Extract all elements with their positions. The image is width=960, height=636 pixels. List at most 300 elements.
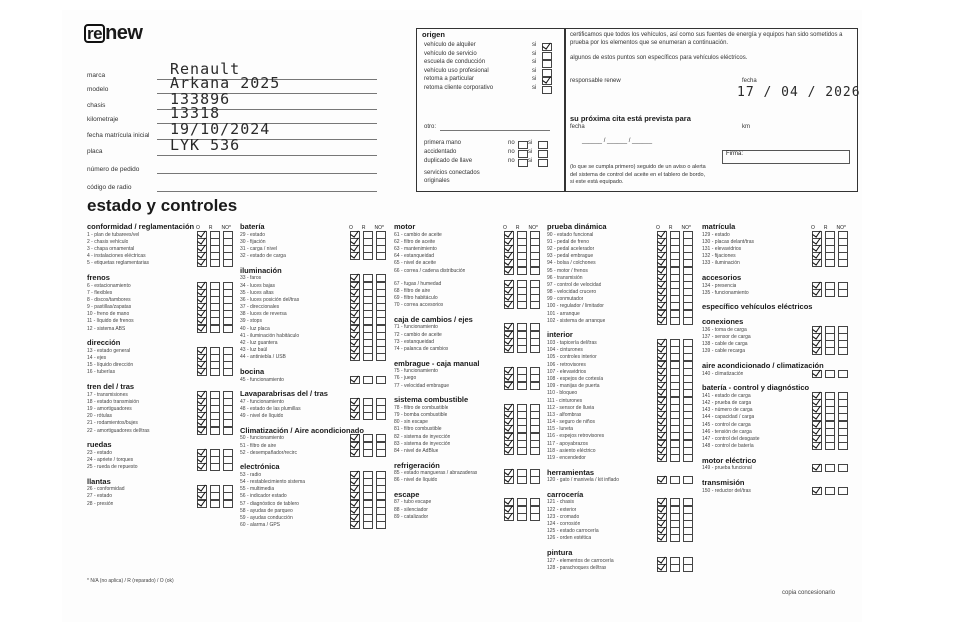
checklist-item-label: 90 - estado funcional bbox=[547, 231, 594, 238]
status-checkbox[interactable] bbox=[517, 345, 527, 353]
status-checkbox[interactable] bbox=[838, 370, 848, 378]
status-column-header: R bbox=[361, 225, 366, 231]
checklist-item-label: 72 - cambio de aceite bbox=[394, 331, 442, 338]
checklist-item-label: 76 - juego bbox=[394, 375, 417, 382]
status-checkbox[interactable] bbox=[683, 564, 693, 572]
checklist-item-label: 132 - fijaciones bbox=[702, 253, 736, 260]
section-title: conexiones bbox=[702, 317, 744, 327]
vehicle-field-label: fecha matrícula inicial bbox=[87, 132, 150, 139]
checklist-item-label: 133 - iluminación bbox=[702, 260, 740, 267]
status-checkbox[interactable] bbox=[223, 325, 233, 333]
status-column-header: R bbox=[668, 225, 673, 231]
checklist-item-label: 8 - discos/tambores bbox=[87, 296, 131, 303]
checklist-item-label: 84 - nivel de AdBlue bbox=[394, 447, 439, 454]
checklist-item-label: 2 - chasis vehículo bbox=[87, 238, 129, 245]
status-checkbox[interactable] bbox=[363, 376, 373, 384]
checklist-item-label: 121 - chasis bbox=[547, 499, 574, 506]
status-checkbox[interactable] bbox=[363, 521, 373, 529]
vehicle-field-value[interactable]: Arkana 2025 bbox=[170, 74, 281, 92]
origin-flag-no-label: no bbox=[508, 149, 515, 155]
vehicle-field-line bbox=[157, 173, 377, 174]
origin-flag-checkbox[interactable] bbox=[538, 150, 548, 158]
checklist-item-label: 52 - desempañador/recirc bbox=[240, 449, 297, 456]
checklist-item-label: 3 - chapa ornamental bbox=[87, 245, 135, 252]
checklist-column bbox=[702, 216, 848, 494]
status-column-header: O bbox=[811, 225, 815, 231]
section-title: herramientas bbox=[547, 467, 595, 477]
checklist-column bbox=[547, 216, 693, 571]
section-title: sistema combustible bbox=[394, 395, 469, 405]
status-checkbox[interactable] bbox=[825, 370, 835, 378]
status-checkbox[interactable] bbox=[350, 252, 360, 260]
checklist-item-label: 69 - filtro habitáculo bbox=[394, 295, 438, 302]
next-date-blank: ______ / ______ / ______ bbox=[582, 138, 653, 144]
status-checkbox[interactable] bbox=[530, 447, 540, 455]
checklist-item-label: 145 - control de carga bbox=[702, 421, 751, 428]
status-checkbox[interactable] bbox=[210, 463, 220, 471]
status-checkbox[interactable] bbox=[210, 427, 220, 435]
status-checkbox[interactable] bbox=[376, 353, 386, 361]
checklist-item-label: 110 - bloqueo bbox=[547, 390, 578, 397]
cert-note: algunos de estos puntos son específicos para vehículos eléctricos. bbox=[570, 55, 748, 61]
status-checkbox[interactable] bbox=[812, 370, 822, 378]
status-checkbox[interactable] bbox=[683, 534, 693, 542]
section-title: interior bbox=[547, 330, 573, 340]
checklist-item-label: 5 - etiquetas reglamentarias bbox=[87, 260, 149, 267]
status-checkbox[interactable] bbox=[838, 259, 848, 267]
checklist-item bbox=[240, 522, 386, 529]
status-checkbox[interactable] bbox=[363, 449, 373, 457]
checklist-item-label: 103 - tapicería del/tras bbox=[547, 340, 597, 347]
status-checkbox[interactable] bbox=[825, 442, 835, 450]
status-checkbox[interactable] bbox=[504, 476, 514, 484]
vehicle-field-label: código de radio bbox=[87, 184, 132, 191]
checklist-item-label: 31 - carga / nivel bbox=[240, 245, 277, 252]
checklist-item-label: 37 - direccionales bbox=[240, 304, 280, 311]
status-checkbox[interactable] bbox=[812, 487, 822, 495]
checklist-item bbox=[702, 348, 848, 355]
renew-logo: re new bbox=[84, 22, 142, 45]
status-checkbox[interactable] bbox=[210, 259, 220, 267]
status-checkbox[interactable] bbox=[670, 454, 680, 462]
origin-si-label: si bbox=[532, 59, 537, 65]
status-checkbox[interactable] bbox=[363, 412, 373, 420]
checklist-column bbox=[87, 216, 233, 507]
checklist-item-label: 95 - motor / frenos bbox=[547, 267, 588, 274]
status-checkbox[interactable] bbox=[825, 347, 835, 355]
section-title: motor eléctrico bbox=[702, 455, 757, 465]
status-checkbox[interactable] bbox=[350, 449, 360, 457]
origin-item-label: vehículo de servicio bbox=[424, 50, 477, 57]
status-checkbox[interactable] bbox=[657, 476, 667, 484]
checklist-item-label: 56 - indicador estado bbox=[240, 493, 287, 500]
status-checkbox[interactable] bbox=[210, 325, 220, 333]
checklist-item-label: 116 - espejos retrovisores bbox=[547, 433, 605, 440]
status-checkbox[interactable] bbox=[517, 476, 527, 484]
status-checkbox[interactable] bbox=[530, 301, 540, 309]
section-title: específico vehículos eléctricos bbox=[702, 302, 813, 312]
status-checkbox[interactable] bbox=[838, 464, 848, 472]
status-checkbox[interactable] bbox=[517, 447, 527, 455]
checklist-item-label: 79 - bomba combustible bbox=[394, 411, 448, 418]
checklist-item-label: 45 - funcionamiento bbox=[240, 376, 284, 383]
footer-copy: copia concesionario bbox=[782, 590, 836, 596]
checklist-item-label: 124 - corrosión bbox=[547, 520, 581, 527]
status-checkbox[interactable] bbox=[376, 412, 386, 420]
status-column-header: O bbox=[196, 225, 200, 231]
section-title: llantas bbox=[87, 476, 111, 486]
checklist-item bbox=[547, 317, 693, 324]
origin-flag-checkbox[interactable] bbox=[518, 141, 528, 149]
status-checkbox[interactable] bbox=[504, 301, 514, 309]
origin-si-label: si bbox=[532, 67, 537, 74]
origin-item-label: retoma a particular bbox=[424, 76, 475, 82]
origin-flag-si-label: si bbox=[528, 140, 533, 146]
origin-item-label: retoma cliente corporativo bbox=[424, 84, 494, 91]
origin-flag-si-label: si bbox=[528, 158, 533, 164]
status-checkbox[interactable] bbox=[223, 368, 233, 376]
checklist-item-label: 15 - líquido dirección bbox=[87, 362, 134, 369]
status-checkbox[interactable] bbox=[683, 454, 693, 462]
status-checkbox[interactable] bbox=[670, 317, 680, 325]
section-title: refrigeración bbox=[394, 460, 440, 470]
checklist-item bbox=[702, 289, 848, 296]
status-checkbox[interactable] bbox=[197, 500, 207, 508]
vehicle-field-value[interactable]: LYK 536 bbox=[170, 136, 241, 154]
checklist-item bbox=[702, 370, 848, 377]
checklist-item-label: 26 - conformidad bbox=[87, 486, 125, 493]
checklist-item-label: 118 - asiento eléctrico bbox=[547, 447, 596, 454]
checklist-item bbox=[547, 564, 693, 571]
checklist-item bbox=[702, 487, 848, 494]
status-checkbox[interactable] bbox=[517, 382, 527, 390]
status-column-header: O bbox=[656, 225, 660, 231]
status-checkbox[interactable] bbox=[350, 376, 360, 384]
origin-checkbox[interactable] bbox=[542, 86, 552, 94]
status-checkbox[interactable] bbox=[197, 368, 207, 376]
checklist-item-label: 136 - toma de carga bbox=[702, 326, 747, 333]
status-checkbox[interactable] bbox=[350, 521, 360, 529]
status-checkbox[interactable] bbox=[504, 382, 514, 390]
vehicle-field-label: marca bbox=[87, 72, 106, 79]
status-checkbox[interactable] bbox=[223, 463, 233, 471]
checklist-item-label: 44 - antiniebla / USB bbox=[240, 354, 286, 361]
status-checkbox[interactable] bbox=[517, 301, 527, 309]
checklist-item-label: 141 - estado de carga bbox=[702, 392, 751, 399]
vehicle-field-value[interactable]: Renault bbox=[170, 60, 241, 78]
checklist-item-label: 101 - arranque bbox=[547, 310, 580, 317]
checklist-item-label: 122 - exterior bbox=[547, 506, 577, 513]
origin-flag-no-label: no bbox=[508, 140, 515, 146]
section-title: caja de cambios / ejes bbox=[394, 314, 473, 324]
checklist-item-label: 106 - retrovisores bbox=[547, 361, 586, 368]
status-checkbox[interactable] bbox=[530, 476, 540, 484]
checklist-item-label: 68 - filtro de aire bbox=[394, 287, 431, 294]
status-checkbox[interactable] bbox=[670, 476, 680, 484]
status-checkbox[interactable] bbox=[657, 454, 667, 462]
checklist-item-label: 1 - plan de tubarees/vel bbox=[87, 231, 140, 238]
checklist-item-label: 65 - nivel de aceite bbox=[394, 260, 436, 267]
checklist-item-label: 28 - presión bbox=[87, 500, 114, 507]
vehicle-field-label: modelo bbox=[87, 86, 109, 93]
status-checkbox[interactable] bbox=[683, 476, 693, 484]
checklist-item-label: 104 - cinturones bbox=[547, 347, 583, 354]
status-checkbox[interactable] bbox=[197, 427, 207, 435]
status-checkbox[interactable] bbox=[825, 289, 835, 297]
status-checkbox[interactable] bbox=[657, 317, 667, 325]
status-checkbox[interactable] bbox=[223, 427, 233, 435]
status-checkbox[interactable] bbox=[350, 353, 360, 361]
inspection-sheet bbox=[62, 10, 862, 622]
next-km-label: km bbox=[742, 124, 750, 130]
section-title: Climatización / Aire acondicionado bbox=[240, 425, 364, 435]
origin-checkbox[interactable] bbox=[542, 77, 552, 85]
checklist-item-label: 126 - orden estética bbox=[547, 535, 592, 542]
status-checkbox[interactable] bbox=[363, 353, 373, 361]
status-column-header: R bbox=[208, 225, 213, 231]
checklist-item-label: 24 - apriete / torques bbox=[87, 456, 134, 463]
checklist-item-label: 43 - luz baúl bbox=[240, 347, 268, 354]
checklist-item-label: 74 - palanca de cambios bbox=[394, 346, 449, 353]
status-checkbox[interactable] bbox=[812, 442, 822, 450]
checklist-item-label: 146 - tensión de carga bbox=[702, 428, 752, 435]
checklist-item bbox=[87, 325, 233, 332]
status-column-header: R bbox=[823, 225, 828, 231]
checklist-item-label: 49 - nivel de líquido bbox=[240, 413, 284, 420]
checklist-item-label: 130 - placas delant/tras bbox=[702, 238, 754, 245]
status-checkbox[interactable] bbox=[530, 513, 540, 521]
section-title: pintura bbox=[547, 547, 573, 557]
status-checkbox[interactable] bbox=[683, 317, 693, 325]
checklist-item-label: 22 - amortiguadores del/tras bbox=[87, 427, 150, 434]
checklist-item-label: 12 - sistema ABS bbox=[87, 325, 126, 332]
status-checkbox[interactable] bbox=[517, 513, 527, 521]
section-title: accesorios bbox=[702, 272, 742, 282]
checklist-item-label: 91 - pedal de freno bbox=[547, 238, 589, 245]
checklist-item-label: 117 - apoyabrazos bbox=[547, 440, 589, 447]
next-appointment-title: su próxima cita está prevista para bbox=[570, 114, 691, 123]
cert-text: certificamos que todos los vehículos, así como sus fuentes de energía y equipos han sido sometidos a prueba por los elementos que se enumeran a continuación. bbox=[570, 32, 843, 46]
vehicle-field-value[interactable]: 133896 bbox=[170, 90, 231, 108]
checklist-item-label: 19 - amortiguadores bbox=[87, 405, 132, 412]
origin-other-line bbox=[440, 130, 550, 131]
origin-checkbox[interactable] bbox=[542, 60, 552, 68]
status-checkbox[interactable] bbox=[517, 267, 527, 275]
checklist-item-label: 108 - espejos de cortesía bbox=[547, 375, 604, 382]
origin-si-label: si bbox=[532, 42, 537, 48]
status-column-header: R bbox=[515, 225, 520, 231]
section-title: iluminación bbox=[240, 265, 282, 275]
cert-date-label: fecha bbox=[742, 78, 757, 84]
checklist-item-label: 35 - luces altas bbox=[240, 289, 274, 296]
vehicle-field-value[interactable]: 19/10/2024 bbox=[170, 120, 271, 138]
checklist-item bbox=[240, 354, 386, 361]
status-checkbox[interactable] bbox=[376, 252, 386, 260]
checklist-item-label: 97 - control de velocidad bbox=[547, 281, 602, 288]
section-title: tren del / tras bbox=[87, 382, 135, 391]
checklist-item-label: 92 - pedal acelerador bbox=[547, 245, 595, 252]
checklist-item bbox=[394, 382, 540, 389]
section-title: electrónica bbox=[240, 462, 280, 472]
status-checkbox[interactable] bbox=[376, 449, 386, 457]
origin-flag-checkbox[interactable] bbox=[538, 141, 548, 149]
status-column-header: O bbox=[349, 225, 353, 231]
checklist-item-label: 127 - elementos de carrocería bbox=[547, 557, 614, 564]
status-checkbox[interactable] bbox=[530, 267, 540, 275]
section-title: aire acondicionado / climatización bbox=[702, 361, 824, 371]
checklist-item-label: 64 - estanqueidad bbox=[394, 253, 435, 260]
checklist-item-label: 70 - correa accesorios bbox=[394, 302, 444, 309]
checklist-item-label: 13 - estado general bbox=[87, 347, 131, 354]
checklist-item-label: 10 - freno de mano bbox=[87, 311, 130, 318]
status-checkbox[interactable] bbox=[825, 259, 835, 267]
status-column-header: O bbox=[503, 225, 507, 231]
checklist-item-label: 34 - luces bajas bbox=[240, 282, 276, 289]
checklist-item-label: 111 - cinturones bbox=[547, 397, 583, 404]
status-checkbox[interactable] bbox=[838, 289, 848, 297]
status-checkbox[interactable] bbox=[812, 347, 822, 355]
status-checkbox[interactable] bbox=[197, 325, 207, 333]
status-checkbox[interactable] bbox=[504, 447, 514, 455]
checklist-item-label: 102 - sistema de arranque bbox=[547, 317, 606, 324]
vehicle-field-label: número de pedido bbox=[87, 166, 140, 173]
origin-title: origen bbox=[422, 30, 445, 39]
checklist-item bbox=[394, 345, 540, 352]
origin-flag-label: duplicado de llave bbox=[424, 158, 473, 164]
status-checkbox[interactable] bbox=[838, 347, 848, 355]
checklist-item-label: 67 - fugas / humedad bbox=[394, 280, 442, 287]
section-title: matrícula bbox=[702, 222, 736, 231]
status-checkbox[interactable] bbox=[210, 368, 220, 376]
status-checkbox[interactable] bbox=[530, 345, 540, 353]
checklist-item-label: 7 - flexibles bbox=[87, 289, 113, 296]
checklist-item-label: 4 - instalaciones eléctricas bbox=[87, 253, 146, 260]
checklist-item-label: 114 - seguro de niños bbox=[547, 419, 595, 426]
checklist-item-label: 39 - stops bbox=[240, 318, 262, 325]
checklist-item-label: 123 - cromado bbox=[547, 513, 580, 520]
status-checkbox[interactable] bbox=[504, 267, 514, 275]
status-checkbox[interactable] bbox=[838, 487, 848, 495]
checklist-item-label: 30 - fijación bbox=[240, 238, 266, 245]
checklist-item bbox=[240, 253, 386, 260]
checklist-item-label: 137 - sensor de carga bbox=[702, 334, 751, 341]
checklist-item-label: 25 - rueda de repuesto bbox=[87, 464, 138, 471]
checklist-item-label: 128 - parachoques del/tras bbox=[547, 564, 607, 571]
origin-flag-checkbox[interactable] bbox=[518, 159, 528, 167]
status-checkbox[interactable] bbox=[812, 289, 822, 297]
origin-flag-no-label: no bbox=[508, 158, 515, 164]
status-column-header: NO* bbox=[221, 225, 231, 231]
status-checkbox[interactable] bbox=[223, 500, 233, 508]
origin-checkbox[interactable] bbox=[542, 43, 552, 51]
status-checkbox[interactable] bbox=[812, 464, 822, 472]
section-title: dirección bbox=[87, 338, 121, 348]
checklist-item-label: 109 - manijas de puerta bbox=[547, 383, 600, 390]
status-checkbox[interactable] bbox=[350, 412, 360, 420]
origin-flag-si-label: si bbox=[528, 149, 533, 155]
origin-flag-checkbox[interactable] bbox=[518, 150, 528, 158]
checklist-item-label: 147 - control del desgaste bbox=[702, 435, 760, 442]
status-checkbox[interactable] bbox=[812, 259, 822, 267]
section-title: batería bbox=[240, 222, 265, 231]
origin-checkbox[interactable] bbox=[542, 52, 552, 60]
vehicle-field-value[interactable]: 13318 bbox=[170, 104, 221, 122]
checklist-item bbox=[87, 369, 233, 376]
checklist-item-label: 51 - filtro de aire bbox=[240, 442, 277, 449]
checklist-item-label: 81 - filtro combustible bbox=[394, 426, 442, 433]
status-checkbox[interactable] bbox=[530, 382, 540, 390]
checklist-item-label: 78 - filtro de combustible bbox=[394, 404, 449, 411]
status-checkbox[interactable] bbox=[223, 259, 233, 267]
checklist-item-label: 9 - pastillas/zapatas bbox=[87, 304, 132, 311]
section-title: Lavaparabrisas del / tras bbox=[240, 389, 328, 399]
status-checkbox[interactable] bbox=[825, 464, 835, 472]
checklist-item-label: 73 - estanqueidad bbox=[394, 338, 435, 345]
status-checkbox[interactable] bbox=[376, 376, 386, 384]
origin-flag-checkbox[interactable] bbox=[538, 159, 548, 167]
checklist-item-label: 138 - cable de carga bbox=[702, 341, 748, 348]
status-checkbox[interactable] bbox=[210, 500, 220, 508]
status-checkbox[interactable] bbox=[363, 252, 373, 260]
status-checkbox[interactable] bbox=[838, 442, 848, 450]
status-checkbox[interactable] bbox=[504, 513, 514, 521]
origin-flag-label: accidentado bbox=[424, 149, 457, 155]
section-title: ruedas bbox=[87, 440, 112, 450]
status-checkbox[interactable] bbox=[657, 564, 667, 572]
status-checkbox[interactable] bbox=[670, 564, 680, 572]
checklist-item bbox=[394, 447, 540, 454]
checklist-item-label: 50 - funcionamiento bbox=[240, 435, 284, 442]
status-checkbox[interactable] bbox=[376, 521, 386, 529]
checklist-item-label: 96 - transmisión bbox=[547, 274, 583, 281]
checklist-item-label: 125 - estado carrocería bbox=[547, 528, 599, 535]
status-checkbox[interactable] bbox=[670, 534, 680, 542]
origin-other-label: otro: bbox=[424, 124, 437, 130]
checklist-item-label: 29 - estado bbox=[240, 231, 266, 238]
checklist-item bbox=[240, 376, 386, 383]
checklist-item-label: 14 - ejes bbox=[87, 355, 107, 362]
status-checkbox[interactable] bbox=[197, 463, 207, 471]
checklist-item-label: 18 - estado transmisión bbox=[87, 398, 139, 405]
checklist-item bbox=[240, 449, 386, 456]
checklist-item-label: 61 - cambio de aceite bbox=[394, 231, 442, 238]
checklist-item-label: 20 - rótulas bbox=[87, 413, 113, 420]
vehicle-field-label: kilometraje bbox=[87, 116, 119, 123]
checklist-item-label: 120 - gato / manivela / kit inflado bbox=[547, 477, 619, 484]
checklist-item-label: 38 - luces de reversa bbox=[240, 311, 287, 318]
checklist-item-label: 131 - elevavidrios bbox=[702, 245, 742, 252]
signature-field[interactable]: Firma: bbox=[722, 150, 850, 164]
checklist-item-label: 66 - correa / cadena distribución bbox=[394, 267, 466, 274]
checklist-item-label: 47 - funcionamiento bbox=[240, 398, 284, 405]
checklist-item bbox=[87, 500, 233, 507]
origin-flag-label: primera mano bbox=[424, 140, 462, 146]
checklist-item-label: 144 - capacidad / carga bbox=[702, 414, 755, 421]
status-checkbox[interactable] bbox=[657, 534, 667, 542]
checklist-item bbox=[547, 535, 693, 542]
checklist-item-label: 53 - radio bbox=[240, 471, 262, 478]
checklist-item-label: 105 - controles interior bbox=[547, 354, 597, 361]
origin-si-label: si bbox=[532, 76, 537, 82]
next-date-label: fecha bbox=[570, 124, 585, 130]
checklist-item-label: 112 - sensor de lluvia bbox=[547, 404, 595, 411]
status-checkbox[interactable] bbox=[197, 259, 207, 267]
checklist-item bbox=[547, 454, 693, 461]
origin-si-label: si bbox=[532, 50, 537, 57]
status-checkbox[interactable] bbox=[504, 345, 514, 353]
status-column-header: NO* bbox=[836, 225, 846, 231]
status-checkbox[interactable] bbox=[825, 487, 835, 495]
